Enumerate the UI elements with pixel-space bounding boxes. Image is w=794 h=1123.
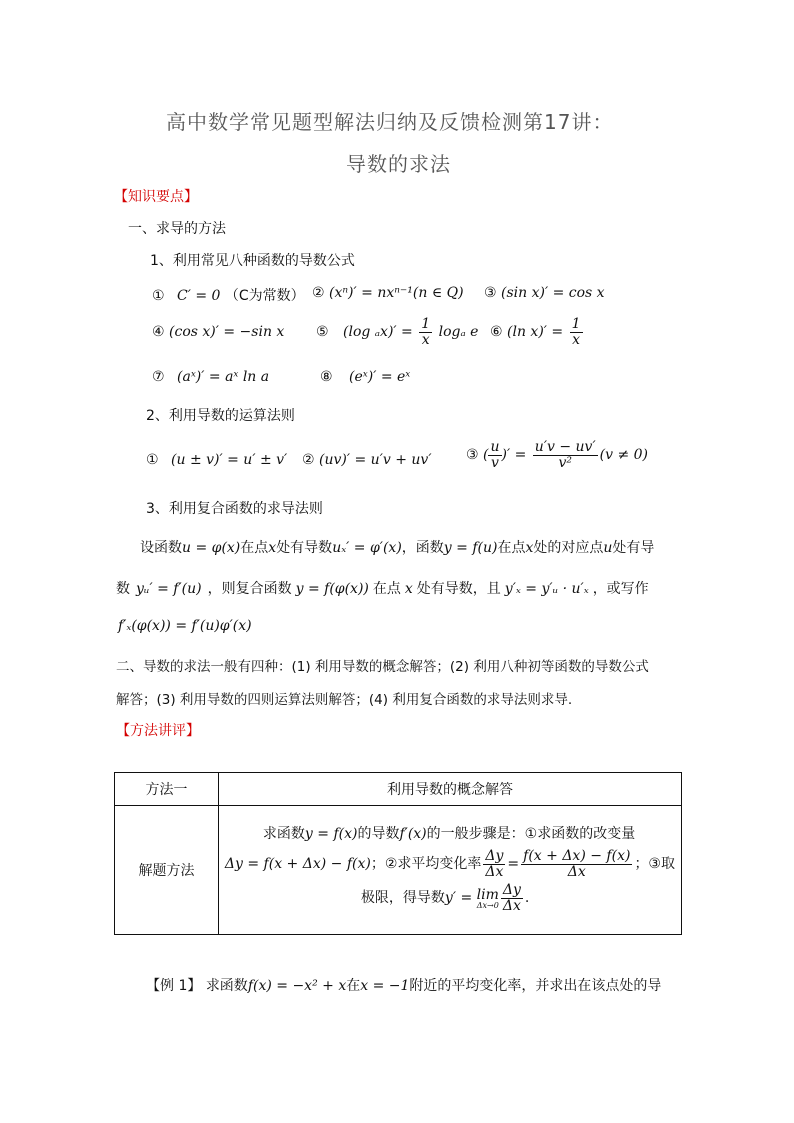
formula-6-lhs: (ln x)′ =: [507, 324, 564, 341]
example-text: 求函数: [205, 978, 248, 994]
example-math: x = −1: [360, 978, 410, 994]
derivative-frac-top: Δy: [502, 882, 521, 899]
formula-5-lhs: (log ₐx)′ =: [343, 324, 413, 341]
chain-text: 设函数: [140, 540, 182, 556]
chain-math: yᵤ′ = f′(u): [136, 581, 202, 597]
rule-3-frac-den: v²: [558, 454, 572, 471]
formula-5-rhs: logₐ e: [438, 324, 479, 341]
avg-rate-expr-den: Δx: [567, 863, 586, 880]
part1-heading: 一、求导的方法: [128, 221, 226, 237]
table-header-title: 利用导数的概念解答: [218, 773, 681, 806]
chain-text: 处有导: [612, 540, 655, 556]
rule-3-eq: )′ =: [501, 447, 527, 464]
method-math: f′(x): [399, 826, 427, 843]
chain-math: x: [404, 581, 413, 597]
chain-text: ，则复合函数: [207, 581, 292, 597]
rule-3: ③ ( $\frac{u}{v}$ )′ = $\frac{u'v - uv'}{\text{v²}}$ (v ≠ 0): [466, 439, 649, 471]
formula-row-2c: [490, 317, 585, 347]
limit-operator: lim: [476, 886, 499, 903]
formula-row-3b: [320, 369, 410, 385]
limit-subscript: Δx→0: [476, 900, 499, 910]
example-text: 在: [346, 978, 361, 994]
formula-6-frac-top: 1: [571, 316, 581, 332]
example-math: f(x) = −x² + x: [247, 978, 347, 994]
formula-6-frac-den: x: [572, 331, 580, 348]
avg-rate-frac-top: Δy: [485, 848, 504, 865]
chain-math: y = f(u): [443, 540, 498, 556]
part1-sub3: 3、利用复合函数的求导法则: [146, 501, 323, 517]
part2-line1: 二、导数的求法一般有四种：(1) 利用导数的概念解答；(2) 利用八种初等函数的导数公式: [116, 659, 649, 675]
method-step-line-1: [225, 826, 675, 843]
example-label: 【例 1】: [146, 978, 202, 994]
derivative-frac-den: Δx: [502, 898, 521, 915]
formula-5-number: ⑤: [316, 324, 329, 341]
chain-text: 处的对应点: [533, 540, 604, 556]
section-knowledge-heading: 【知识要点】: [114, 189, 198, 205]
table-method-content: [218, 806, 681, 935]
chain-math: x: [525, 540, 534, 556]
method-math: y′ =: [444, 890, 473, 907]
method-table: [114, 772, 682, 935]
chain-text: 在点: [372, 581, 401, 597]
avg-rate-frac-den: Δx: [485, 863, 504, 880]
method-text: 的一般步骤是：①求函数的改变量: [426, 826, 636, 843]
method-text: 极限，得导数: [360, 890, 445, 907]
part2-line2: 解答；(3) 利用导数的四则运算法则解答；(4) 利用复合函数的求导法则求导.: [116, 692, 573, 708]
chain-text: ，或写作: [592, 581, 649, 597]
chain-text: 在点: [240, 540, 269, 556]
rule-3-number: ③: [466, 447, 479, 464]
formula-3-expr: (sin x)′ = cos x: [501, 285, 605, 301]
formula-3-number: ③: [484, 285, 497, 301]
formula-row-1c: [484, 285, 605, 301]
formula-1-number: ①: [152, 288, 165, 304]
chain-text: 数: [116, 581, 130, 597]
method-text: .: [524, 890, 530, 907]
chain-math: uₓ′ = φ′(x): [332, 540, 402, 556]
chain-math: u = φ(x): [182, 540, 241, 556]
avg-rate-expr-top: f(x + Δx) − f(x): [523, 848, 631, 865]
method-text: 求函数: [262, 826, 305, 843]
formula-row-2b: [316, 317, 478, 347]
formula-5-frac-den: x: [421, 331, 430, 348]
method-math: =: [507, 856, 520, 873]
formula-1-expr: C′ = 0: [177, 288, 221, 304]
formula-1-note: （C为常数）: [224, 288, 305, 304]
rule-3-lhs-top: u: [490, 439, 500, 455]
chain-line-1: [140, 537, 654, 557]
method-math: Δy = f(x + Δx) − f(x): [224, 856, 371, 873]
rule-2-expr: (uv)′ = u′v + uv′: [319, 452, 432, 468]
rule-2: [302, 452, 432, 468]
example-text: 附近的平均变化率，并求出在该点处的导: [409, 978, 662, 994]
formula-2-number: ②: [312, 285, 325, 301]
example-1: [146, 975, 661, 995]
rule-1: [146, 452, 287, 468]
formula-row-2: [152, 324, 284, 340]
doc-title-line1: 高中数学常见题型解法归纳及反馈检测第17讲：: [166, 110, 614, 134]
formula-5-frac-top: 1: [421, 316, 431, 332]
method-step-line-3: [225, 883, 675, 913]
formula-4-expr: (cos x)′ = −sin x: [169, 324, 285, 340]
rule-1-number: ①: [146, 452, 159, 468]
method-text: ；③取: [634, 856, 675, 873]
method-text: 的导数: [357, 826, 400, 843]
chain-text: 在点: [497, 540, 526, 556]
formula-8-number: ⑧: [320, 369, 333, 385]
formula-row-3: [152, 369, 269, 385]
chain-line-2: [116, 578, 649, 598]
section-methods-heading: 【方法讲评】: [116, 723, 200, 739]
formula-7-number: ⑦: [152, 369, 165, 385]
part1-sub1: 1、利用常见八种函数的导数公式: [150, 253, 355, 269]
chain-math: x: [268, 540, 277, 556]
formula-row-1b: [312, 285, 464, 301]
method-math: y = f(x): [304, 826, 358, 843]
doc-title-line2: 导数的求法: [346, 152, 451, 176]
table-row: [115, 806, 682, 935]
chain-text: ，函数: [401, 540, 444, 556]
rule-1-expr: (u ± v)′ = u′ ± v′: [171, 452, 288, 468]
rule-2-number: ②: [302, 452, 315, 468]
chain-text: 处有导数: [276, 540, 333, 556]
formula-2-expr: (xⁿ)′ = nxⁿ⁻¹(n ∈ Q): [329, 285, 464, 301]
formula-7-expr: (aˣ)′ = aˣ ln a: [177, 369, 270, 385]
chain-text: 处有导数，且: [416, 581, 501, 597]
part1-sub2: 2、利用导数的运算法则: [146, 408, 295, 424]
formula-row-1: [152, 285, 305, 305]
chain-math: y′ₓ = y′ᵤ · u′ₓ: [504, 581, 589, 597]
chain-line-3: f′ₓ(φ(x)) = f′(u)φ′(x): [118, 618, 252, 634]
rule-3-cond: (v ≠ 0): [599, 447, 649, 464]
rule-3-frac-top: u′v − uv′: [534, 439, 596, 455]
method-text: ；②求平均变化率: [370, 856, 482, 873]
chain-math: u: [603, 540, 613, 556]
rule-3-lhs-den: v: [491, 454, 499, 471]
table-header-row: [115, 773, 682, 806]
chain-math: y = f(φ(x)): [295, 581, 369, 597]
table-header-method: 方法一: [115, 773, 219, 806]
formula-6-number: ⑥: [490, 324, 503, 341]
formula-4-number: ④: [152, 324, 165, 340]
formula-8-expr: (eˣ)′ = eˣ: [349, 369, 411, 385]
method-step-line-2: [225, 849, 675, 879]
table-row-label: 解题方法: [115, 806, 219, 935]
